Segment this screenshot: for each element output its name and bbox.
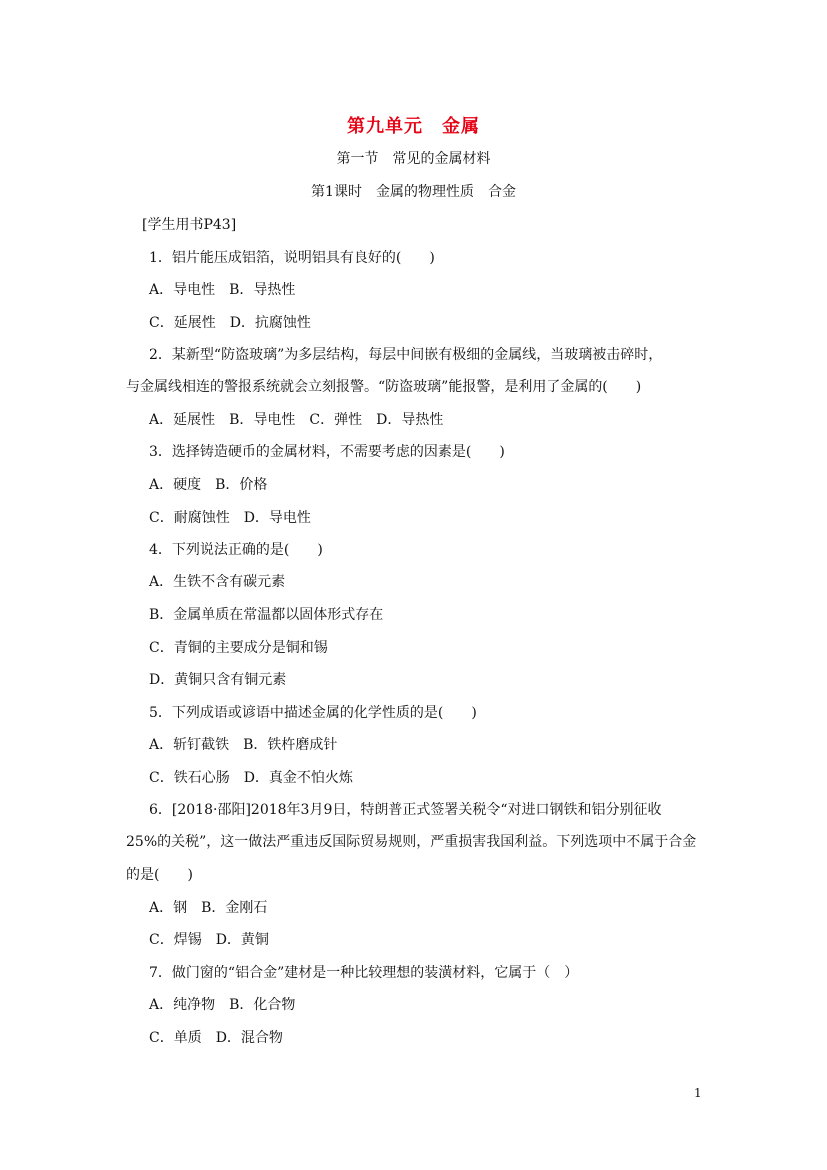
question-4-option-b: B．金属单质在常温都以固体形式存在	[149, 607, 384, 623]
question-6-stem-line-3: 的是( )	[126, 867, 193, 883]
question-1-options-row-1: A．导电性 B．导热性	[149, 282, 296, 298]
lesson-title: 第1课时 金属的物理性质 合金	[311, 184, 516, 200]
question-3-options-row-1: A．硬度 B．价格	[149, 477, 268, 493]
question-5-options-row-2: C．铁石心肠 D．真金不怕火炼	[149, 770, 353, 786]
question-4-option-d: D．黄铜只含有铜元素	[149, 672, 287, 688]
question-7-stem: 7．做门窗的“铝合金”建材是一种比较理想的装潢材料，它属于（ ）	[149, 965, 579, 981]
question-5-options-row-1: A．斩钉截铁 B．铁杵磨成针	[149, 737, 338, 753]
question-3-options-row-2: C．耐腐蚀性 D．导电性	[149, 510, 311, 526]
question-6-options-row-2: C．焊锡 D．黄铜	[149, 932, 269, 948]
question-2-options-row-1: A．延展性 B．导电性 C．弹性 D．导热性	[149, 412, 444, 428]
question-3-stem: 3．选择铸造硬币的金属材料，不需要考虑的因素是( )	[149, 444, 505, 460]
question-7-options-row-2: C．单质 D．混合物	[149, 1030, 283, 1046]
book-reference: [学生用书P43]	[142, 217, 237, 233]
question-4-option-c: C．青铜的主要成分是铜和锡	[149, 640, 328, 656]
question-1-stem: 1．铝片能压成铝箔，说明铝具有良好的( )	[149, 250, 435, 266]
question-6-options-row-1: A．钢 B．金刚石	[149, 900, 268, 916]
question-2-stem-line-1: 2．某新型“防盗玻璃”为多层结构，每层中间嵌有极细的金属线，当玻璃被击碎时，	[149, 347, 663, 363]
question-1-options-row-2: C．延展性 D．抗腐蚀性	[149, 315, 311, 331]
question-2-stem-line-2: 与金属线相连的警报系统就会立刻报警。“防盗玻璃”能报警，是利用了金属的( )	[126, 379, 642, 395]
question-7-options-row-1: A．纯净物 B．化合物	[149, 997, 296, 1013]
page-number: 1	[694, 1086, 702, 1100]
unit-title: 第九单元 金属	[347, 116, 480, 137]
question-4-stem: 4．下列说法正确的是( )	[149, 542, 323, 558]
question-4-option-a: A．生铁不含有碳元素	[149, 574, 286, 590]
question-6-stem-line-1: 6．[2018·邵阳]2018年3月9日，特朗普正式签署关税令“对进口钢铁和铝分别征收	[149, 802, 662, 818]
section-title: 第一节 常见的金属材料	[336, 151, 491, 167]
question-6-stem-line-2: 25%的关税”，这一做法严重违反国际贸易规则，严重损害我国利益。下列选项中不属于合金	[126, 834, 697, 850]
question-5-stem: 5．下列成语或谚语中描述金属的化学性质的是( )	[149, 705, 477, 721]
